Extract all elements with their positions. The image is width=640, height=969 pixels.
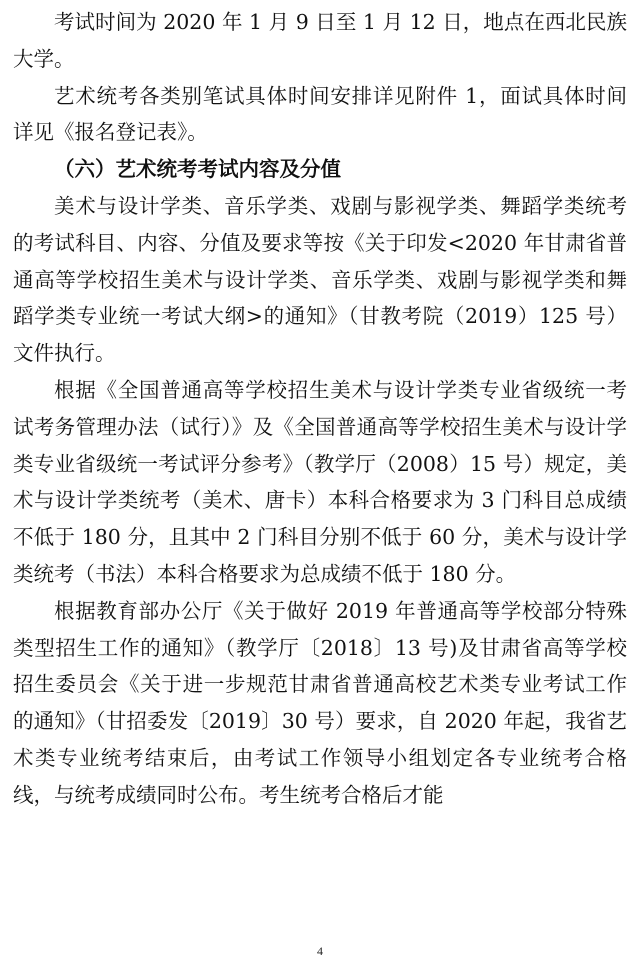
page-number: 4 [317, 944, 323, 958]
paragraph-exam-time-location: 考试时间为 2020 年 1 月 9 日至 1 月 12 日，地点在西北民族大学。 [13, 10, 627, 71]
paragraph-qualification-lines: 根据教育部办公厅《关于做好 2019 年普通高等学校部分特殊类型招生工作的通知》（教学厅〔2018〕13 号)及甘肃省高等学校招生委员会《关于进一步规范甘肃省普通高校艺术类专业考试工作的通知》（甘招委发〔2019〕30 号）要求，自 2020 年起，我省艺术类专业统考结束后，由考试工作领导小组划定各专业统考合格线，与统考成绩同时公布。考生统考合格后才能 [13, 598, 627, 807]
paragraph-exam-subjects: 美术与设计学类、音乐学类、戏剧与影视学类、舞蹈学类统考的考试科目、内容、分值及要求等按《关于印发<2020 年甘肃省普通高等学校招生美术与设计学类、音乐学类、戏剧与影视学类和舞蹈学类专业统一考试大纲>的通知》（甘教考院（2019）125 号）文件执行。 [13, 193, 627, 366]
paragraph-written-interview-schedule: 艺术统考各类别笔试具体时间安排详见附件 1，面试具体时间详见《报名登记表》。 [13, 83, 627, 145]
section-heading-content-and-scores: （六）艺术统考考试内容及分值 [54, 157, 341, 182]
paragraph-pass-requirements: 根据《全国普通高等学校招生美术与设计学类专业省级统一考试考务管理办法（试行）》及《全国普通高等学校招生美术与设计学类专业省级统一考试评分参考》（教学厅（2008）15 号）规定，美术与设计学类统考（美术、唐卡）本科合格要求为 3 门科目总成绩不低于 180 分，且其中 2 门科目分别不低于 60 分，美术与设计学类统考（书法）本科合格要求为总成绩不低于 180 分。 [13, 377, 627, 586]
document-body [13, 4, 627, 814]
